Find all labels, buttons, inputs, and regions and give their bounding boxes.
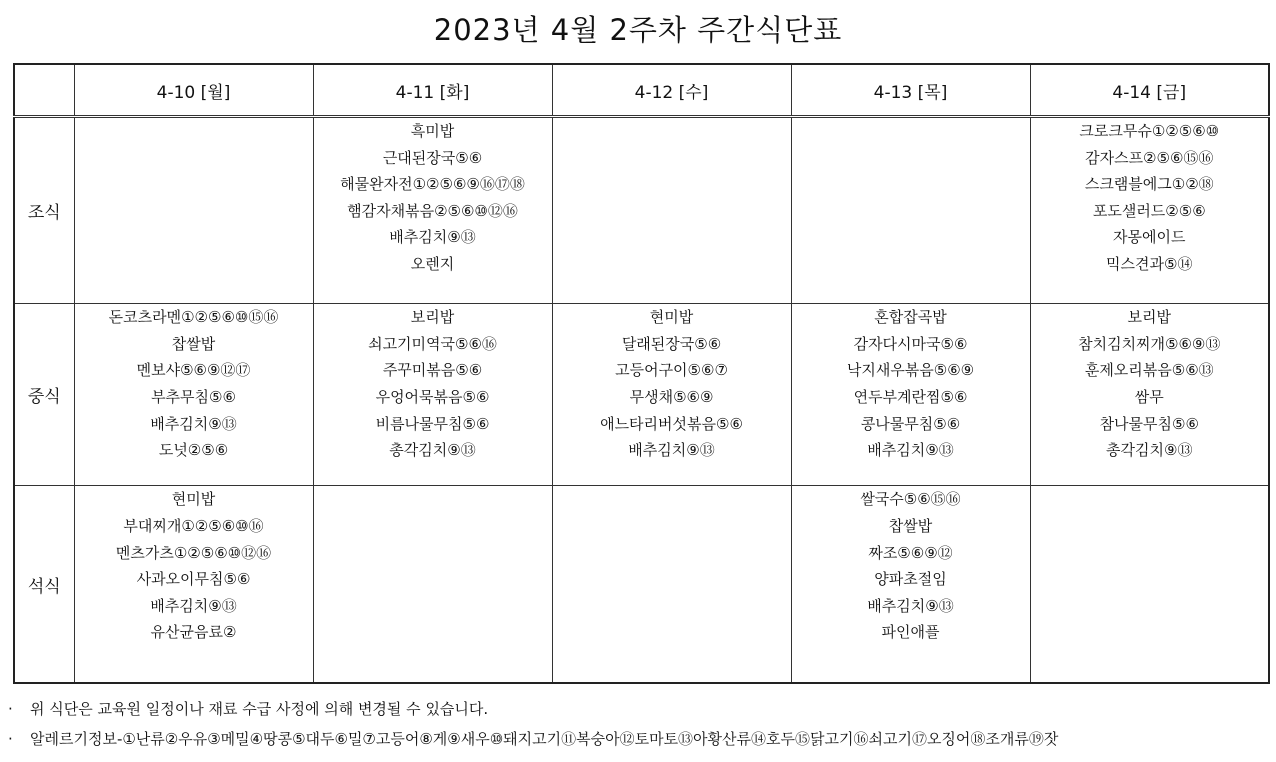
menu-item: 무생채⑤⑥⑨ [629, 387, 714, 406]
page-title: 2023년 4월 2주차 주간식단표 [433, 13, 843, 47]
menu-cell [552, 304, 791, 486]
menu-item: 돈코츠라멘①②⑤⑥⑩⑮⑯ [108, 308, 279, 327]
notice-text: 위 식단은 교육원 일정이나 재료 수급 사정에 의해 변경될 수 있습니다. [30, 700, 489, 718]
menu-cell [552, 117, 791, 304]
menu-cell [74, 304, 313, 486]
menu-item: 주꾸미볶음⑤⑥ [382, 361, 483, 380]
menu-cell [552, 486, 791, 683]
menu-item: 믹스견과⑤⑭ [1106, 255, 1193, 273]
menu-cell [1030, 304, 1269, 486]
menu-cell [1030, 486, 1269, 683]
menu-item: 크로크무슈①②⑤⑥⑩ [1079, 122, 1220, 141]
menu-item: 쇠고기미역국⑤⑥⑯ [368, 334, 497, 353]
menu-cell [313, 304, 552, 486]
menu-item: 총각김치⑨⑬ [389, 441, 476, 460]
menu-cell [1030, 117, 1269, 304]
menu-item: 달래된장국⑤⑥ [621, 334, 722, 353]
header-row [14, 64, 1269, 117]
menu-item: 참나물무침⑤⑥ [1099, 414, 1199, 433]
menu-item: 파인애플 [881, 623, 940, 642]
menu-item: 현미밥 [649, 308, 694, 327]
weekly-menu-table [13, 63, 1270, 684]
menu-item: 근대된장국⑤⑥ [382, 148, 483, 167]
menu-item: 배추김치⑨⑬ [150, 414, 237, 433]
bullet: · [8, 700, 13, 718]
menu-cell [313, 117, 552, 304]
corner-cell [14, 64, 74, 117]
menu-item: 비름나물무침⑤⑥ [375, 414, 490, 433]
day-header: 4-11 [화] [313, 64, 552, 117]
menu-item: 배추김치⑨⑬ [150, 596, 237, 615]
menu-item: 멘보샤⑤⑥⑨⑫⑰ [136, 361, 251, 380]
menu-item: 보리밥 [1127, 308, 1171, 327]
menu-item: 해물완자전①②⑤⑥⑨⑯⑰⑱ [340, 175, 525, 194]
menu-item: 고등어구이⑤⑥⑦ [615, 361, 728, 380]
meal-label: 석식 [14, 486, 74, 683]
day-header: 4-14 [금] [1030, 64, 1269, 117]
day-header: 4-12 [수] [552, 64, 791, 117]
menu-item: 유산균음료② [150, 623, 237, 642]
menu-cell [313, 486, 552, 683]
day-header: 4-13 [목] [791, 64, 1030, 117]
meal-label: 조식 [14, 117, 74, 304]
menu-item: 햄감자채볶음②⑤⑥⑩⑫⑯ [347, 201, 518, 220]
menu-item: 낙지새우볶음⑤⑥⑨ [846, 361, 975, 380]
menu-item: 양파초절임 [874, 570, 947, 589]
menu-item: 배추김치⑨⑬ [867, 441, 954, 460]
menu-item: 스크램블에그①②⑱ [1084, 175, 1214, 194]
menu-item: 배추김치⑨⑬ [389, 228, 476, 247]
menu-item: 쌀국수⑤⑥⑮⑯ [860, 490, 961, 509]
day-header: 4-10 [월] [74, 64, 313, 117]
menu-cell [74, 486, 313, 683]
menu-item: 감자스프②⑤⑥⑮⑯ [1085, 148, 1214, 167]
menu-item: 감자다시마국⑤⑥ [853, 334, 968, 353]
menu-item: 애느타리버섯볶음⑤⑥ [600, 414, 743, 433]
menu-item: 짜조⑤⑥⑨⑫ [868, 543, 953, 562]
menu-item: 찹쌀밥 [171, 334, 216, 353]
menu-item: 멘츠가츠①②⑤⑥⑩⑫⑯ [115, 543, 272, 562]
dinner-row [14, 486, 1269, 683]
menu-cell [791, 486, 1030, 683]
menu-cell [791, 304, 1030, 486]
meal-label: 중식 [14, 304, 74, 486]
menu-item: 찹쌀밥 [888, 516, 933, 535]
menu-item: 혼합잡곡밥 [874, 308, 947, 327]
note-line [8, 696, 1058, 726]
menu-item: 쌈무 [1134, 387, 1164, 406]
menu-cell [74, 117, 313, 304]
menu-item: 연두부계란찜⑤⑥ [853, 387, 968, 406]
menu-item: 자몽에이드 [1113, 228, 1186, 247]
menu-item: 부대찌개①②⑤⑥⑩⑯ [123, 516, 264, 535]
menu-item: 흑미밥 [410, 122, 455, 141]
breakfast-row [14, 117, 1269, 304]
menu-item: 오렌지 [410, 255, 455, 273]
menu-cell [791, 117, 1030, 304]
menu-item: 우엉어묵볶음⑤⑥ [375, 387, 490, 406]
lunch-row [14, 304, 1269, 486]
menu-item: 배추김치⑨⑬ [867, 596, 954, 615]
menu-item: 현미밥 [171, 490, 216, 509]
note-line [8, 726, 1058, 756]
menu-item: 도넛②⑤⑥ [158, 441, 229, 460]
menu-item: 사과오이무침⑤⑥ [136, 570, 251, 589]
menu-item: 포도샐러드②⑤⑥ [1092, 201, 1206, 220]
menu-item: 배추김치⑨⑬ [628, 441, 715, 460]
notes [8, 696, 1058, 756]
menu-item: 콩나물무침⑤⑥ [860, 414, 961, 433]
bullet: · [8, 730, 13, 748]
menu-item: 훈제오리볶음⑤⑥⑬ [1084, 361, 1214, 380]
menu-item: 참치김치찌개⑤⑥⑨⑬ [1078, 334, 1221, 353]
menu-item: 총각김치⑨⑬ [1106, 441, 1193, 460]
allergy-info-text: 알레르기정보-①난류②우유③메밀④땅콩⑤대두⑥밀⑦고등어⑧게⑨새우⑩돼지고기⑪복숭아⑫토마토⑬아황산류⑭호두⑮닭고기⑯쇠고기⑰오징어⑱조개류⑲잣 [30, 730, 1059, 748]
menu-item: 부추무침⑤⑥ [151, 387, 236, 406]
menu-item: 보리밥 [410, 308, 455, 327]
